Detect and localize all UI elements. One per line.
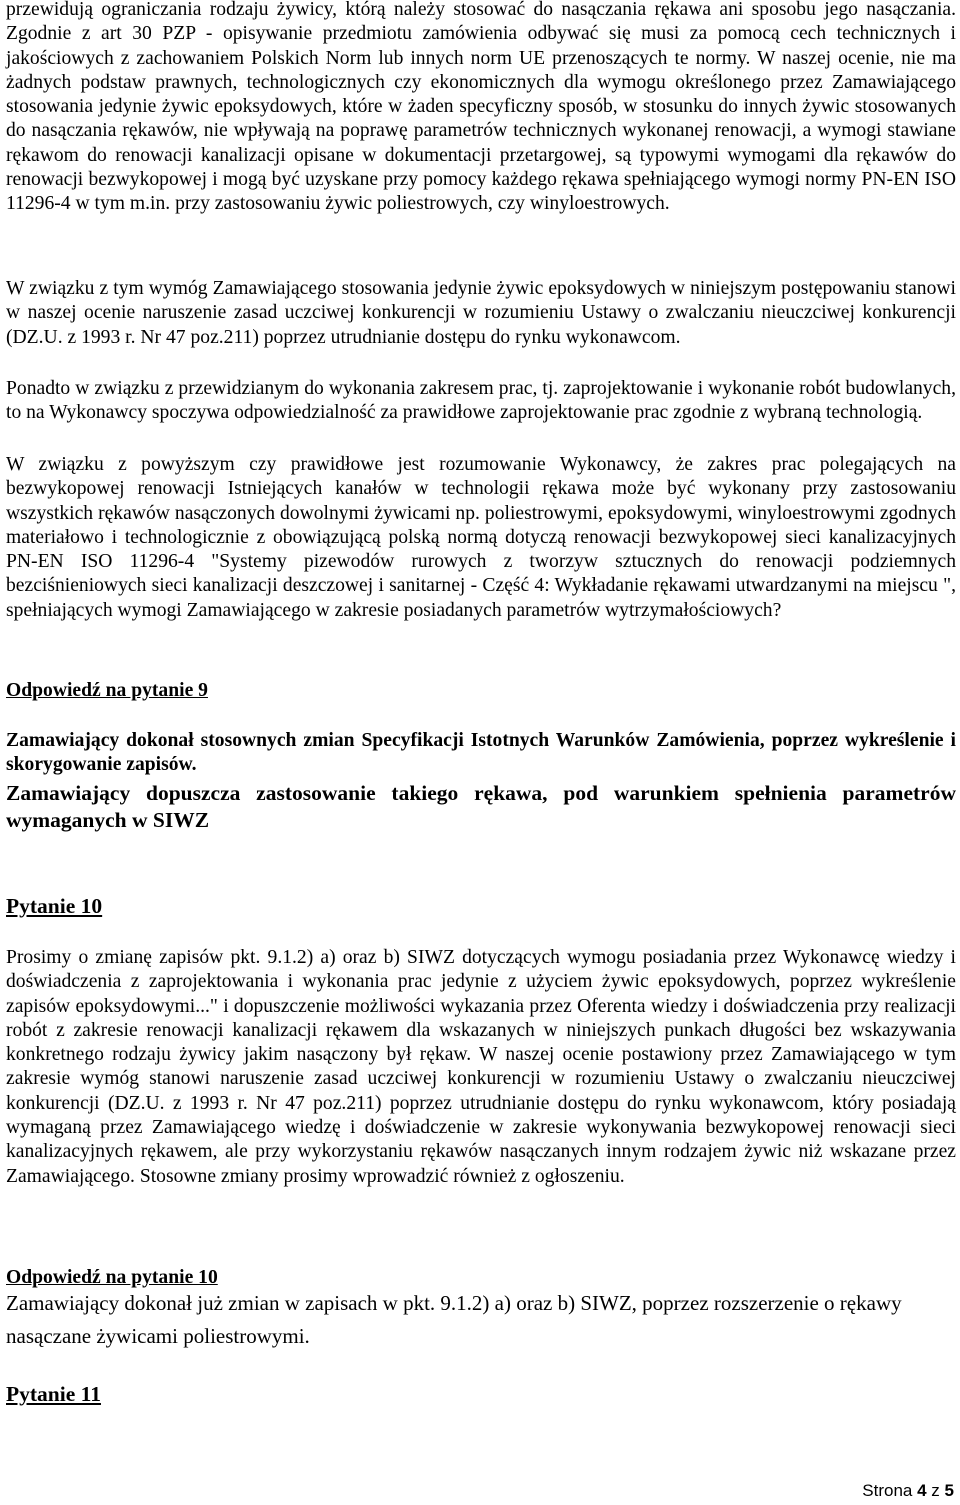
paragraph-intro: przewidują ograniczania rodzaju żywicy, którą należy stosować do nasączania rękawa ani sposobu jego nasączania. Zgodnie z art 30 PZP - opisywanie przedmiotu zamówienia odbywać się musi za pomocą cech technicznych i jakościowych z zachowaniem Polskich Norm lub innych norm UE przenoszących te normy. W naszej ocenie, nie ma żadnych podstaw prawnych, technologicznych czy ekonomicznych dla wymogu określonego przez Zamawiającego stosowania jedynie żywic epoksydowych, które w żaden specyficzny sposób, w stosunku do innych żywic stosowanych do nasączania rękawów, nie wpływają na poprawę parametrów technicznych wykonanej renowacji, a wymogi stawiane rękawom do renowacji kanalizacji opisane w dokumentacji przetargowej, są typowymi wymogami dla rękawów do renowacji bezwykopowej i mogą być uzyskane przy pomocy każdego rękawa spełniającego wymogi normy PN-EN ISO 11296-4 w tym m.in. przy zastosowaniu żywic poliestrowych, czy winyloestrowych. <box>6 0 956 215</box>
answer9-heading: Odpowiedź na pytanie 9 <box>6 680 208 701</box>
question10-text: Prosimy o zmianę zapisów pkt. 9.1.2) a) oraz b) SIWZ dotyczących wymogu posiadania przez Wykonawcę wiedzy i doświadczenia z zaprojektowania i wykonania prac jedynie z użyciem żywic epoksydowych, poprzez wykreślenie zapisów epoksydowymi..." i dopuszczenie możliwości wykazania przez Oferenta wiedzy i doświadczenia przy realizacji robót z zakresie renowacji kanalizacji rękawem dla wskazanych w niniejszych punkach długości bez wskazywania konkretnego rodzaju żywicy jakim nasączony był rękaw. W naszej ocenie postawiony przez Zamawiającego w tym zakresie wymóg stanowi naruszenie zasad uczciwej konkurencji w rozumieniu Ustawy o zwalczaniu nieuczciwej konkurencji (DZ.U. z 1993 r. Nr 47 poz.211) poprzez utrudnianie dostępu do rynku wykonawcom, który posiadają wymaganą przez Zamawiającego wiedzę i doświadczenie w zakresie wykonywania bezwykopowej renowacji sieci kanalizacyjnych rękawem, ale przy wykorzystaniu rękawów nasączanych innym rodzajem żywic niż wskazane przez Zamawiającego. Stosowne zmiany prosimy wprowadzić również z ogłoszeniu. <box>6 947 956 1187</box>
answer10-heading: Odpowiedź na pytanie 10 <box>6 1267 218 1288</box>
paragraph-scope: Ponadto w związku z przewidzianym do wykonania zakresem prac, tj. zaprojektowanie i wykonanie robót budowlanych, to na Wykonawcy spoczywa odpowiedzialność za prawidłowe zaprojektowanie prac zgodnie z wybraną technologią. <box>6 378 956 424</box>
paragraph-question: W związku z powyższym czy prawidłowe jest rozumowanie Wykonawcy, że zakres prac polegających na bezwykopowej renowacji Istniejących kanałów w technologii rękawa może być wykonany przy zastosowaniu wszystkich rękawów nasączonych dowolnymi żywicami np. poliestrowymi, epoksydowymi, winyloestrowymi zgodnych materiałowo i technologicznie z obowiązującą polską normą dotyczą renowacji bezwykopowej sieci kanalizacyjnych PN-EN ISO 11296-4 "Systemy pizewodów rurowych z tworzyw sztucznych do renowacji podziemnych bezciśnieniowych sieci kanalizacji deszczowej i sanitarnej - Część 4: Wykładanie rękawami utwardzanymi na miejscu ", spełniających wymogi Zamawiającego w zakresie posiadanych parametrów wytrzymałościowych? <box>6 454 956 621</box>
answer10-text: Zamawiający dokonał już zmian w zapisach w pkt. 9.1.2) a) oraz b) SIWZ, poprzez rozszerzenie o rękawy nasączane żywicami poliestrowymi. <box>6 1291 902 1348</box>
answer9-text-2: Zamawiający dopuszcza zastosowanie takiego rękawa, pod warunkiem spełnienia parametrów wymaganych w SIWZ <box>6 781 956 832</box>
paragraph-competition: W związku z tym wymóg Zamawiającego stosowania jedynie żywic epoksydowych w niniejszym postępowaniu stanowi w naszej ocenie naruszenie zasad uczciwej konkurencji w rozumieniu Ustawy o zwalczaniu nieuczciwej konkurencji (DZ.U. z 1993 r. Nr 47 poz.211) poprzez utrudnianie dostępu do rynku wykonawcom. <box>6 278 956 348</box>
page-total: 5 <box>944 1481 954 1500</box>
page-current: 4 <box>917 1481 927 1500</box>
page-label: Strona <box>862 1481 913 1500</box>
page-separator: z <box>931 1481 940 1500</box>
answer9-text-1: Zamawiający dokonał stosownych zmian Specyfikacji Istotnych Warunków Zamówienia, poprzez wykreślenie i skorygowanie zapisów. <box>6 730 956 776</box>
question11-heading: Pytanie 11 <box>6 1382 101 1406</box>
question10-heading: Pytanie 10 <box>6 894 103 918</box>
page-number <box>862 1481 954 1501</box>
